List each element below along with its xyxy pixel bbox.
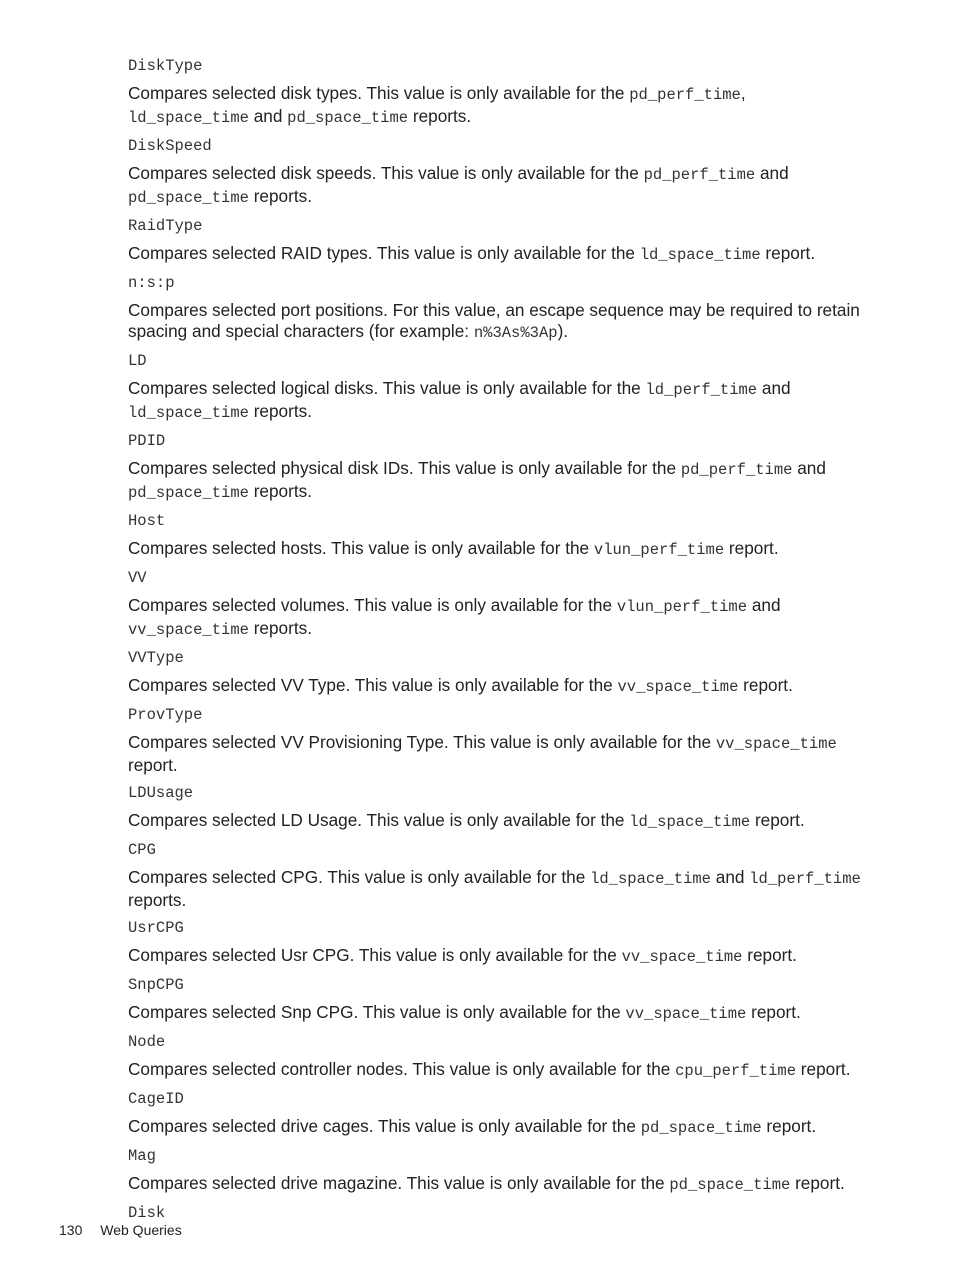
description-text: Compares selected Usr CPG. This value is only available for the — [128, 945, 622, 965]
term: n:s:p — [128, 274, 175, 292]
definition-list — [128, 56, 873, 1230]
description-text: report. — [796, 1059, 851, 1079]
report-name: vv_space_time — [128, 621, 249, 639]
description-text: Compares selected VV Provisioning Type. This value is only available for the — [128, 732, 716, 752]
description-text: reports. — [128, 890, 187, 910]
term: VVType — [128, 649, 184, 667]
description-text: Compares selected physical disk IDs. This value is only available for the — [128, 458, 681, 478]
page-footer — [59, 1222, 182, 1238]
report-name: pd_space_time — [128, 189, 249, 207]
term: Node — [128, 1033, 166, 1051]
term: LDUsage — [128, 784, 194, 802]
description-text: report. — [790, 1173, 845, 1193]
description-text: reports. — [248, 481, 312, 501]
description-text: report. — [761, 1116, 817, 1136]
description-text: reports. — [248, 401, 312, 421]
term-description — [128, 458, 873, 504]
report-name: ld_space_time — [590, 870, 711, 888]
term-description — [128, 538, 873, 561]
description-text: and — [755, 163, 789, 183]
description-text: and — [792, 458, 826, 478]
description-text: report. — [750, 810, 805, 830]
term: SnpCPG — [128, 976, 184, 994]
report-name: vv_space_time — [621, 948, 743, 966]
page-number: 130 — [59, 1222, 83, 1238]
term: UsrCPG — [128, 919, 184, 937]
term: Host — [128, 512, 166, 530]
report-name: vlun_perf_time — [593, 541, 725, 559]
description-text: Compares selected port positions. For this value, an escape sequence may be required to retain spacing and special characters (for example: — [128, 300, 860, 341]
report-name: ld_space_time — [639, 246, 761, 264]
description-text: reports. — [248, 618, 312, 638]
report-name: vv_space_time — [617, 678, 739, 696]
description-text: reports. — [248, 186, 312, 206]
description-text: Compares selected logical disks. This value is only available for the — [128, 378, 646, 398]
term-description — [128, 867, 873, 911]
description-text: and — [747, 595, 781, 615]
description-text: report. — [760, 243, 816, 263]
description-text: and — [710, 867, 750, 887]
report-name: pd_space_time — [640, 1119, 762, 1137]
description-text: and — [757, 378, 791, 398]
report-name: pd_perf_time — [629, 86, 741, 104]
description-text: Compares selected volumes. This value is only available for the — [128, 595, 617, 615]
report-name: ld_space_time — [629, 813, 751, 831]
term-description — [128, 675, 873, 698]
description-text: Compares selected drive cages. This value is only available for the — [128, 1116, 641, 1136]
report-name: pd_space_time — [287, 109, 409, 127]
description-text: Compares selected disk types. This value is only available for the — [128, 83, 630, 103]
term: ProvType — [128, 706, 203, 724]
term: Disk — [128, 1204, 166, 1222]
term: CageID — [128, 1090, 184, 1108]
description-text: Compares selected CPG. This value is only available for the — [128, 867, 591, 887]
report-name: ld_space_time — [128, 404, 249, 422]
term-description — [128, 1059, 873, 1082]
term-description — [128, 243, 873, 266]
term: LD — [128, 352, 147, 370]
description-text: Compares selected drive magazine. This value is only available for the — [128, 1173, 670, 1193]
report-name: pd_perf_time — [643, 166, 756, 184]
report-name: pd_space_time — [128, 484, 249, 502]
description-text: and — [248, 106, 288, 126]
term-description — [128, 1173, 873, 1196]
description-text: Compares selected controller nodes. This value is only available for the — [128, 1059, 676, 1079]
report-name: pd_space_time — [669, 1176, 791, 1194]
term-description — [128, 300, 873, 344]
description-text: report. — [742, 945, 797, 965]
description-text: report. — [738, 675, 793, 695]
term-description — [128, 378, 873, 424]
description-text: reports. — [408, 106, 472, 126]
section-title: Web Queries — [100, 1222, 182, 1238]
report-name: vv_space_time — [625, 1005, 747, 1023]
description-text: Compares selected hosts. This value is only available for the — [128, 538, 594, 558]
term: CPG — [128, 841, 156, 859]
term-description — [128, 732, 873, 776]
description-text: Compares selected Snp CPG. This value is only available for the — [128, 1002, 626, 1022]
term: VV — [128, 569, 147, 587]
report-name: n%3As%3Ap — [473, 324, 558, 342]
term: Mag — [128, 1147, 156, 1165]
term: PDID — [128, 432, 166, 450]
term: RaidType — [128, 217, 203, 235]
term-description — [128, 83, 873, 129]
term-description — [128, 1116, 873, 1139]
description-text: , — [740, 83, 746, 103]
term-description — [128, 163, 873, 209]
description-text: Compares selected RAID types. This value is only available for the — [128, 243, 640, 263]
description-text: report. — [128, 755, 178, 775]
report-name: vv_space_time — [715, 735, 837, 753]
report-name: ld_perf_time — [645, 381, 758, 399]
term: DiskType — [128, 57, 203, 75]
term-description — [128, 1002, 873, 1025]
term: DiskSpeed — [128, 137, 212, 155]
term-description — [128, 945, 873, 968]
description-text: report. — [724, 538, 779, 558]
description-text: Compares selected LD Usage. This value is only available for the — [128, 810, 630, 830]
term-description — [128, 810, 873, 833]
description-text: report. — [746, 1002, 801, 1022]
report-name: ld_perf_time — [749, 870, 861, 888]
report-name: cpu_perf_time — [675, 1062, 797, 1080]
report-name: pd_perf_time — [680, 461, 793, 479]
description-text: Compares selected VV Type. This value is only available for the — [128, 675, 618, 695]
report-name: ld_space_time — [128, 109, 249, 127]
report-name: vlun_perf_time — [616, 598, 748, 616]
description-text: ). — [557, 321, 569, 341]
term-description — [128, 595, 873, 641]
description-text: Compares selected disk speeds. This value is only available for the — [128, 163, 644, 183]
